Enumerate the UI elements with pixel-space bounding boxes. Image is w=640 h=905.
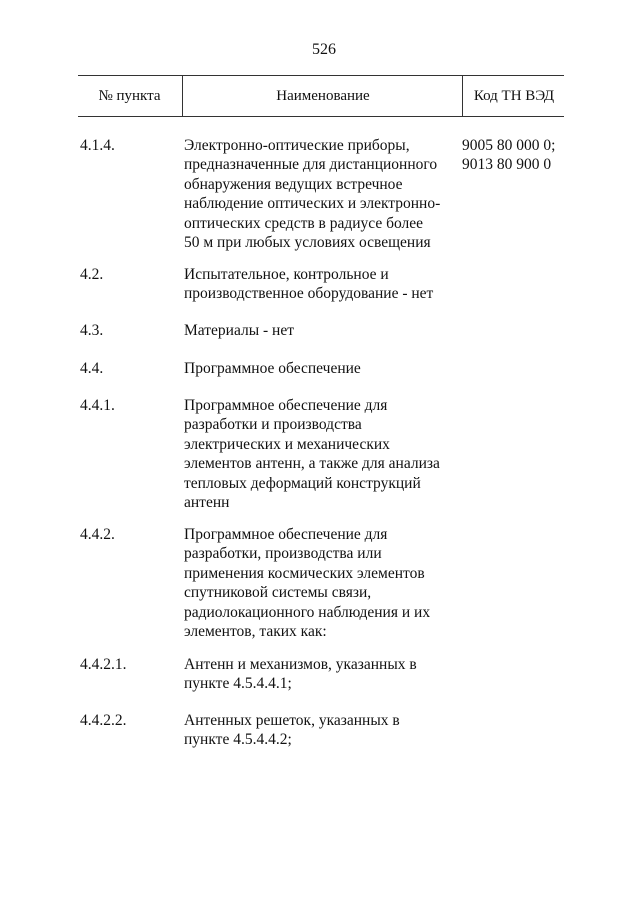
header-tn-ved-code: Код ТН ВЭД [462, 76, 565, 116]
item-name: Программное обеспечение для разработки и производства электрических и механических элементов антенн, а также для анализа тепловых деформаций конструкций антенн [184, 397, 440, 512]
item-number: 4.1.4. [80, 137, 115, 154]
item-name: Программное обеспечение для разработки, производства или применения космических элементов спутниковой системы связи, радиолокационного наблюдения и их элементов, таких как: [184, 526, 431, 641]
item-code: 9005 80 000 0; 9013 80 900 0 [462, 137, 556, 174]
item-number: 4.4.2. [80, 526, 115, 543]
item-number: 4.4.2.2. [80, 712, 127, 729]
header-item-number: № пункта [98, 88, 161, 104]
header-item-name: Наименование [182, 76, 463, 116]
item-number: 4.4.2.1. [80, 656, 127, 673]
item-name: Антенных решеток, указанных в пункте 4.5.4.4.2; [184, 712, 400, 749]
item-name: Антенн и механизмов, указанных в пункте 4.5.4.4.1; [184, 656, 417, 693]
item-name: Программное обеспечение [184, 360, 361, 377]
item-name: Электронно-оптические приборы, предназначенные для дистанционного обнаружения ведущих встречное наблюдение оптических и электронно- оптических средств в радиусе более 50 м при любых условиях освещения [184, 137, 441, 252]
item-number: 4.4.1. [80, 397, 115, 414]
table-header [78, 75, 564, 117]
item-name: Испытательное, контрольное и производственное оборудование - нет [184, 266, 434, 303]
item-number: 4.4. [80, 360, 104, 377]
item-name: Материалы - нет [184, 322, 294, 339]
page-number: 526 [312, 41, 336, 58]
item-number: 4.3. [80, 322, 104, 339]
item-number: 4.2. [80, 266, 104, 283]
